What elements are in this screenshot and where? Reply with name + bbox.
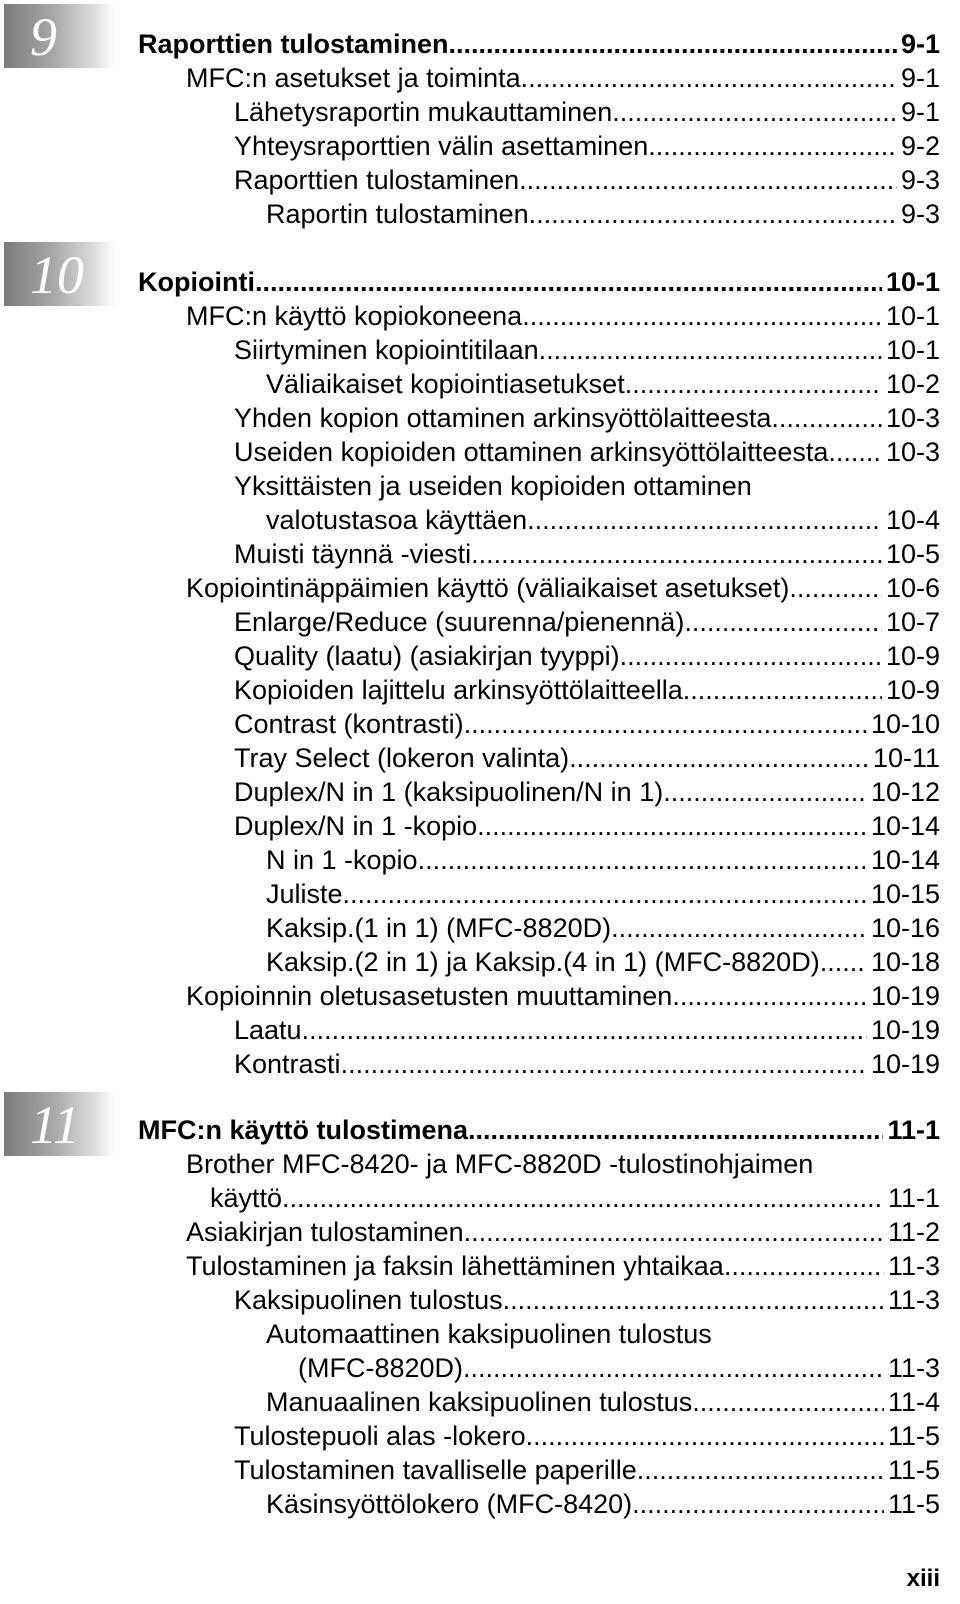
toc-entry[interactable]: [0, 537, 960, 571]
toc-entry[interactable]: [0, 129, 960, 163]
toc-entry[interactable]: [0, 1385, 960, 1419]
page-ref: 9-2: [900, 131, 940, 161]
dot-leader: [663, 775, 867, 809]
entry-title: Laatu: [234, 1015, 302, 1045]
page-ref: 10-12: [870, 777, 940, 807]
dot-leader: [464, 707, 867, 741]
toc-entry[interactable]: [0, 571, 960, 605]
chapter-title: Kopiointi: [138, 267, 255, 297]
page-ref: 10-1: [885, 267, 940, 297]
chapter-number: 11: [30, 1095, 80, 1155]
entry-title: Manuaalinen kaksipuolinen tulostus: [266, 1387, 693, 1417]
page-ref: 11-2: [887, 1217, 940, 1247]
toc-entry[interactable]: [0, 435, 960, 469]
dot-leader: [820, 945, 867, 979]
page-ref: 10-9: [885, 675, 940, 705]
entry-title: MFC:n asetukset ja toiminta: [186, 63, 521, 93]
entry-title: Contrast (kontrasti): [234, 709, 464, 739]
dot-leader: [418, 843, 867, 877]
page-ref: 10-3: [885, 437, 940, 467]
page-ref: 11-3: [887, 1251, 940, 1281]
page-ref: 11-4: [887, 1387, 940, 1417]
dot-leader: [692, 1385, 884, 1419]
entry-title: MFC:n käyttö kopiokoneena: [186, 301, 523, 331]
dot-leader: [471, 537, 882, 571]
entry-title: Useiden kopioiden ottaminen arkinsyöttölaitteesta: [234, 437, 829, 467]
toc-entry[interactable]: [0, 401, 960, 435]
entry-title: Duplex/N in 1 (kaksipuolinen/N in 1): [234, 777, 664, 807]
chapter-title: MFC:n käyttö tulostimena: [138, 1115, 469, 1145]
entry-title: Raporttien tulostaminen: [234, 165, 520, 195]
page-ref: 10-11: [872, 743, 940, 773]
entry-title-continued: Automaattinen kaksipuolinen tulostus: [266, 1319, 712, 1349]
dot-leader: [468, 1113, 883, 1147]
page-ref: 10-16: [870, 913, 940, 943]
page-ref: 11-5: [887, 1455, 940, 1485]
page-ref: 10-15: [870, 879, 940, 909]
toc-entry[interactable]: [0, 911, 960, 945]
dot-leader: [789, 571, 882, 605]
toc-entry[interactable]: [0, 1283, 960, 1317]
chapter-heading-11[interactable]: [0, 1113, 960, 1147]
entry-title: Tulostepuoli alas -lokero: [234, 1421, 526, 1451]
dot-leader: [463, 1351, 884, 1385]
dot-leader: [527, 503, 882, 537]
entry-title: Kaksip.(2 in 1) ja Kaksip.(4 in 1) (MFC-8820D): [266, 947, 820, 977]
entry-title: Kaksipuolinen tulostus: [234, 1285, 503, 1315]
dot-leader: [343, 877, 867, 911]
page-ref: 11-3: [887, 1285, 940, 1315]
toc-entry[interactable]: [0, 1013, 960, 1047]
dot-leader: [526, 1419, 884, 1453]
dot-leader: [672, 979, 867, 1013]
entry-title: Raportin tulostaminen: [266, 199, 529, 229]
page-ref: 10-14: [870, 845, 940, 875]
toc-entry[interactable]: [0, 333, 960, 367]
toc-entry[interactable]: [0, 299, 960, 333]
page-ref: 10-3: [885, 403, 940, 433]
entry-title: Muisti täynnä -viesti: [234, 539, 472, 569]
entry-title: Siirtyminen kopiointitilaan: [234, 335, 539, 365]
chapter-number: 10: [30, 245, 84, 305]
dot-leader: [620, 639, 882, 673]
entry-title: Duplex/N in 1 -kopio: [234, 811, 478, 841]
toc-entry[interactable]: [0, 775, 960, 809]
dot-leader: [683, 673, 882, 707]
entry-title-continued: Brother MFC-8420- ja MFC-8820D -tulostinohjaimen: [186, 1149, 814, 1179]
chapter-heading-9[interactable]: [0, 27, 960, 61]
entry-title: Kopioiden lajittelu arkinsyöttölaitteella: [234, 675, 683, 705]
toc-entry[interactable]: [0, 1487, 960, 1521]
page-ref: 10-4: [885, 505, 940, 535]
entry-title: Yhteysraporttien välin asettaminen: [234, 131, 649, 161]
toc-entry[interactable]: [0, 809, 960, 843]
toc-entry[interactable]: [0, 673, 960, 707]
page-ref: 10-14: [870, 811, 940, 841]
dot-leader: [282, 1181, 884, 1215]
toc-entry[interactable]: [0, 1419, 960, 1453]
entry-title: Kontrasti: [234, 1049, 341, 1079]
dot-leader: [684, 605, 882, 639]
page-ref: 10-2: [885, 369, 940, 399]
dot-leader: [625, 367, 882, 401]
entry-title: Tulostaminen tavalliselle paperille: [234, 1455, 637, 1485]
dot-leader: [637, 1453, 884, 1487]
page-ref: 10-18: [870, 947, 940, 977]
page-ref: 10-6: [885, 573, 940, 603]
dot-leader: [539, 333, 882, 367]
dot-leader: [771, 401, 882, 435]
page-ref: 9-1: [900, 29, 940, 59]
dot-leader: [477, 809, 867, 843]
dot-leader: [521, 61, 897, 95]
entry-title: Tray Select (lokeron valinta): [234, 743, 570, 773]
dot-leader: [611, 911, 867, 945]
entry-title: (MFC-8820D): [298, 1353, 464, 1383]
entry-title: Lähetysraportin mukauttaminen: [234, 97, 613, 127]
entry-title: valotustasoa käyttäen: [266, 505, 528, 535]
page-ref: 10-1: [885, 301, 940, 331]
dot-leader: [569, 741, 869, 775]
toc-entry[interactable]: [0, 605, 960, 639]
page-ref: 9-3: [900, 199, 940, 229]
page-ref: 11-1: [887, 1183, 940, 1213]
page-ref: 11-5: [887, 1421, 940, 1451]
dot-leader: [255, 265, 882, 299]
dot-leader: [724, 1249, 884, 1283]
page-ref: 10-1: [885, 335, 940, 365]
toc-entry[interactable]: [0, 163, 960, 197]
page-ref: 9-3: [900, 165, 940, 195]
dot-leader: [529, 197, 897, 231]
dot-leader: [632, 1487, 884, 1521]
toc-entry[interactable]: [0, 95, 960, 129]
entry-title: Kopioinnin oletusasetusten muuttaminen: [186, 981, 673, 1011]
dot-leader: [519, 163, 897, 197]
toc-entry[interactable]: [0, 945, 960, 979]
page-ref: 10-19: [870, 1049, 940, 1079]
toc-entry[interactable]: [0, 1047, 960, 1081]
toc-entry[interactable]: [0, 707, 960, 741]
page-ref: 10-5: [885, 539, 940, 569]
page-ref: 11-5: [887, 1489, 940, 1519]
dot-leader: [612, 95, 897, 129]
entry-title: Enlarge/Reduce (suurenna/pienennä): [234, 607, 685, 637]
page-ref: 10-9: [885, 641, 940, 671]
page-ref: 9-1: [900, 97, 940, 127]
chapter-title: Raporttien tulostaminen: [138, 29, 449, 59]
page-ref: 9-1: [900, 63, 940, 93]
toc-entry[interactable]: [0, 503, 960, 537]
entry-title: käyttö: [210, 1183, 283, 1213]
entry-title: Tulostaminen ja faksin lähettäminen yhtaikaa: [186, 1251, 724, 1281]
entry-title: Quality (laatu) (asiakirjan tyyppi): [234, 641, 620, 671]
toc-entry[interactable]: [0, 1351, 960, 1385]
page-ref: 10-7: [885, 607, 940, 637]
entry-title: Kaksip.(1 in 1) (MFC-8820D): [266, 913, 612, 943]
entry-title: N in 1 -kopio: [266, 845, 418, 875]
entry-title-continued: Yksittäisten ja useiden kopioiden ottaminen: [234, 471, 752, 501]
page-number: xiii: [906, 1565, 940, 1592]
dot-leader: [302, 1013, 867, 1047]
dot-leader: [449, 27, 897, 61]
page-ref: 10-19: [870, 981, 940, 1011]
dot-leader: [522, 299, 882, 333]
toc-entry[interactable]: [0, 1215, 960, 1249]
dot-leader: [503, 1283, 884, 1317]
dot-leader: [828, 435, 882, 469]
toc-entry[interactable]: [0, 639, 960, 673]
toc-entry[interactable]: [0, 1181, 960, 1215]
toc-entry[interactable]: [0, 197, 960, 231]
dot-leader: [464, 1215, 884, 1249]
dot-leader: [648, 129, 897, 163]
toc-entry[interactable]: [0, 979, 960, 1013]
page-ref: 11-3: [887, 1353, 940, 1383]
toc-entry[interactable]: [0, 843, 960, 877]
chapter-number: 9: [30, 7, 57, 67]
toc-entry[interactable]: [0, 877, 960, 911]
entry-title: Juliste: [266, 879, 343, 909]
page-ref: 11-1: [887, 1115, 940, 1145]
toc-entry[interactable]: [0, 367, 960, 401]
entry-title: Käsinsyöttölokero (MFC-8420): [266, 1489, 633, 1519]
page-ref: 10-19: [870, 1015, 940, 1045]
entry-title: Kopiointinäppäimien käyttö (väliaikaiset asetukset): [186, 573, 790, 603]
toc-entry[interactable]: [0, 1249, 960, 1283]
page-ref: 10-10: [870, 709, 940, 739]
entry-title: Yhden kopion ottaminen arkinsyöttölaitteesta: [234, 403, 772, 433]
toc-entry[interactable]: [0, 741, 960, 775]
toc-entry[interactable]: [0, 1453, 960, 1487]
dot-leader: [341, 1047, 867, 1081]
toc-entry[interactable]: [0, 61, 960, 95]
chapter-heading-10[interactable]: [0, 265, 960, 299]
entry-title: Asiakirjan tulostaminen: [186, 1217, 464, 1247]
entry-title: Väliaikaiset kopiointiasetukset: [266, 369, 625, 399]
